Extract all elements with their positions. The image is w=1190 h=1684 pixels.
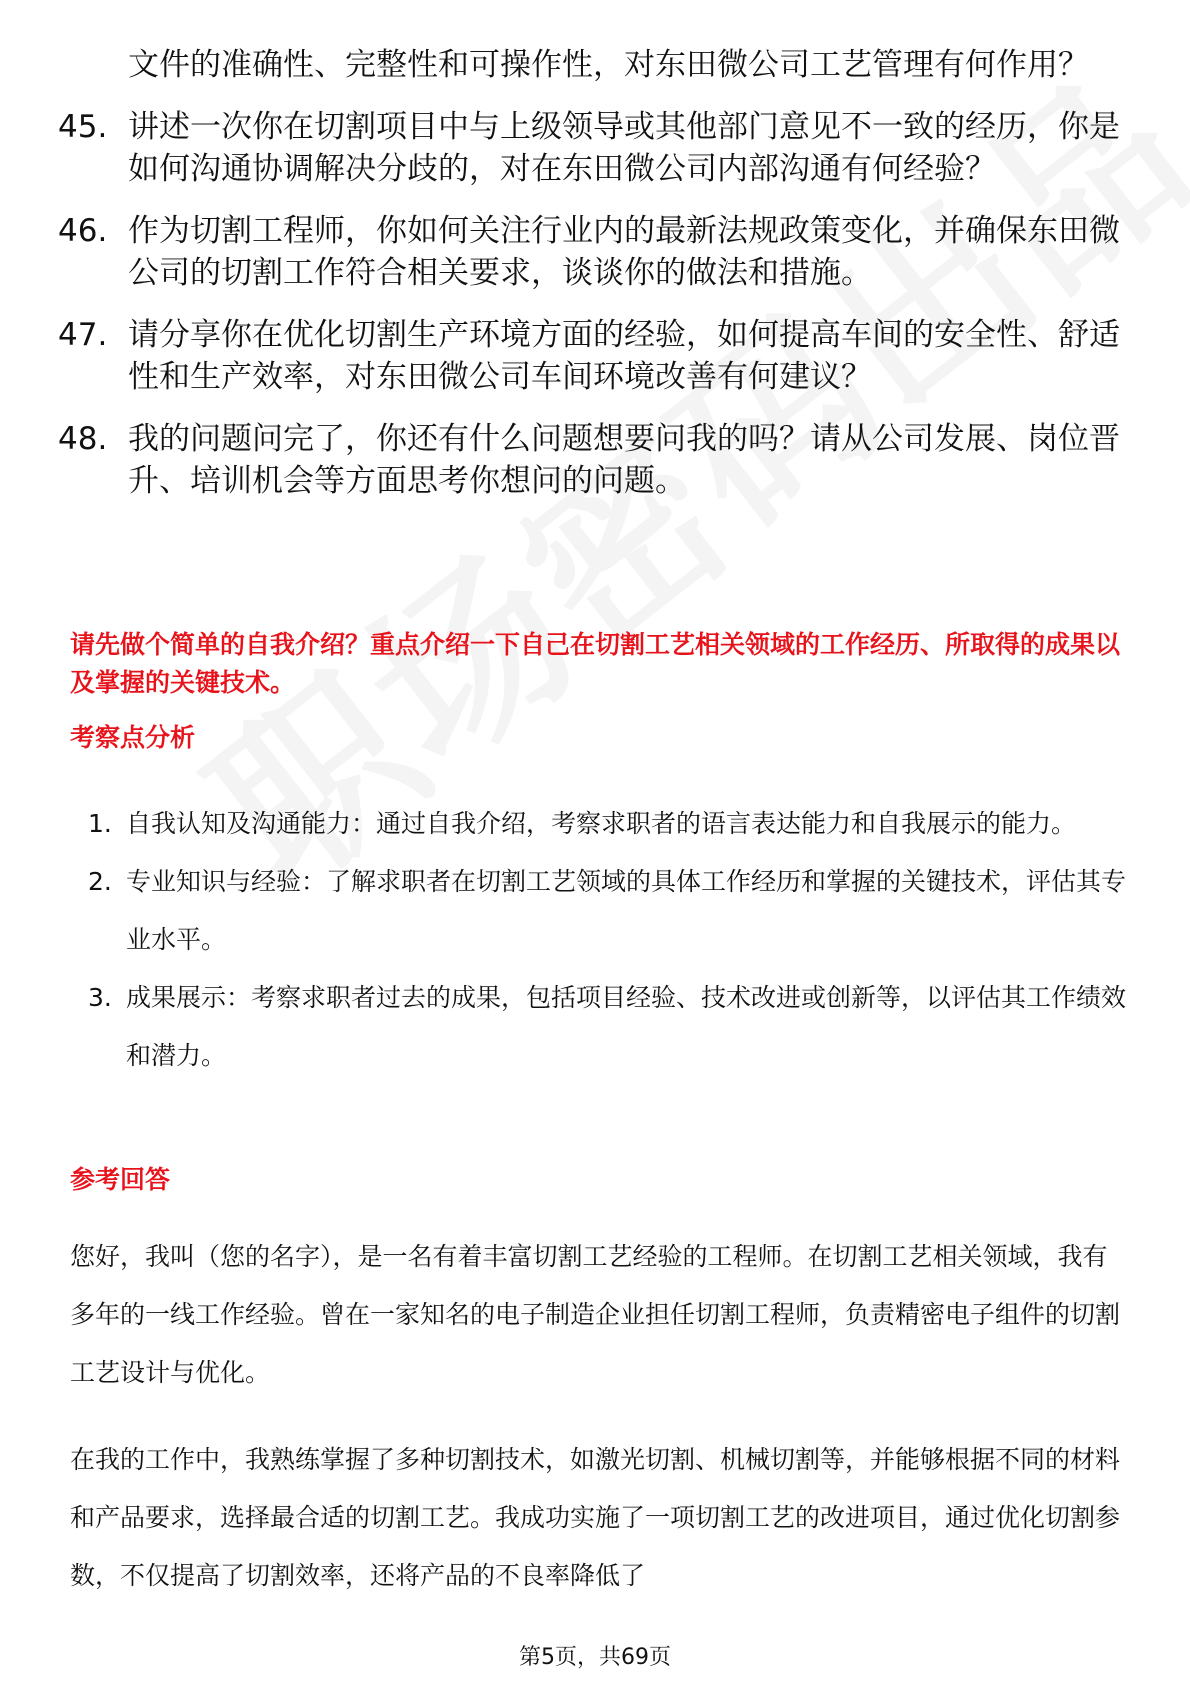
item-number: 46. [58, 213, 108, 249]
item-number: 2. [88, 867, 112, 896]
answer-heading: 参考回答 [70, 1165, 171, 1194]
item-number: 1. [88, 809, 112, 838]
list-item [0, 853, 1190, 969]
answer-paragraph: 您好，我叫（您的名字），是一名有着丰富切割工艺经验的工程师。在切割工艺相关领域，我有多年的一线工作经验。曾在一家知名的电子制造企业担任切割工程师，负责精密电子组件的切割工艺设计与优化。 [70, 1242, 1121, 1387]
list-item [0, 969, 1190, 1085]
analysis-heading: 考察点分析 [70, 723, 196, 752]
list-item [0, 106, 1190, 190]
list-item [0, 44, 1190, 86]
item-text: 成果展示：考察求职者过去的成果，包括项目经验、技术改进或创新等，以评估其工作绩效和潜力。 [126, 983, 1127, 1070]
item-text: 我的问题问完了，你还有什么问题想要问我的吗？请从公司发展、岗位晋升、培训机会等方面思考你想问的问题。 [128, 421, 1120, 499]
item-text: 请分享你在优化切割生产环境方面的经验，如何提高车间的安全性、舒适性和生产效率，对东田微公司车间环境改善有何建议？ [128, 317, 1120, 395]
analysis-list [0, 795, 1190, 1085]
list-item [0, 418, 1190, 502]
item-text: 作为切割工程师，你如何关注行业内的最新法规政策变化，并确保东田微公司的切割工作符合相关要求，谈谈你的做法和措施。 [128, 213, 1120, 291]
question-list [0, 44, 1190, 522]
item-number: 3. [88, 983, 112, 1012]
answer-paragraph: 在我的工作中，我熟练掌握了多种切割技术，如激光切割、机械切割等，并能够根据不同的材料和产品要求，选择最合适的切割工艺。我成功实施了一项切割工艺的改进项目，通过优化切割参数，不仅提高了切割效率，还将产品的不良率降低了 [70, 1445, 1121, 1590]
list-item [0, 210, 1190, 294]
item-number: 45. [58, 109, 108, 145]
list-item [0, 314, 1190, 398]
item-number: 48. [58, 421, 108, 457]
list-item [0, 795, 1190, 853]
page-footer: 第5页，共69页 [519, 1645, 671, 1670]
item-text: 自我认知及沟通能力：通过自我介绍，考察求职者的语言表达能力和自我展示的能力。 [126, 809, 1077, 838]
item-text: 文件的准确性、完整性和可操作性，对东田微公司工艺管理有何作用？ [128, 47, 1089, 83]
item-text: 专业知识与经验：了解求职者在切割工艺领域的具体工作经历和掌握的关键技术，评估其专业水平。 [126, 867, 1127, 954]
interview-question: 请先做个简单的自我介绍？重点介绍一下自己在切割工艺相关领域的工作经历、所取得的成果以及掌握的关键技术。 [70, 630, 1121, 697]
item-text: 讲述一次你在切割项目中与上级领导或其他部门意见不一致的经历，你是如何沟通协调解决分歧的，对在东田微公司内部沟通有何经验？ [128, 109, 1120, 187]
item-number: 47. [58, 317, 108, 353]
